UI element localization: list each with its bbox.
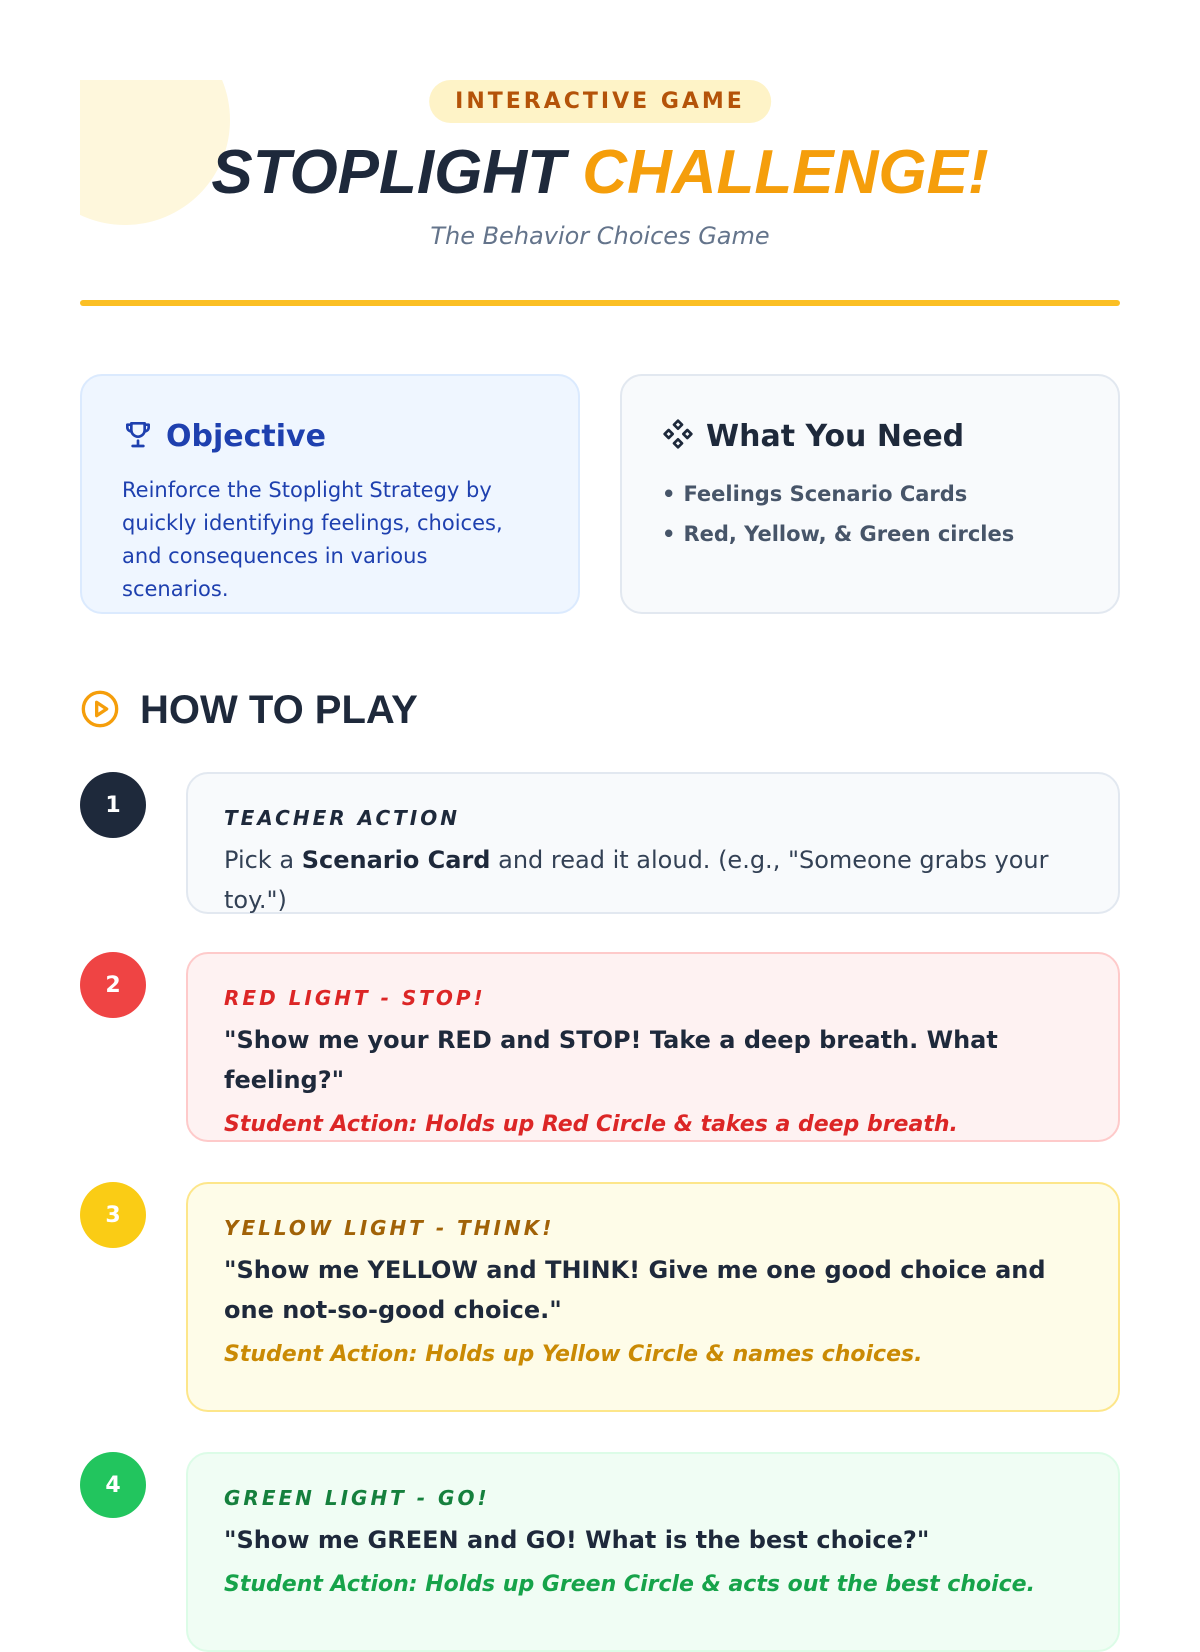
objective-card (80, 374, 580, 614)
step-quote: "Show me your RED and STOP! Take a deep breath. What feeling?" (224, 1026, 998, 1094)
step-label: GREEN LIGHT - GO! (224, 1486, 490, 1510)
step-card (186, 952, 1120, 1142)
step-card (186, 772, 1120, 914)
student-action: Student Action: Holds up Yellow Circle & names choices. (224, 1342, 923, 1367)
step-label: TEACHER ACTION (224, 806, 460, 830)
student-action: Student Action: Holds up Red Circle & takes a deep breath. (224, 1112, 958, 1137)
header-divider (80, 300, 1120, 306)
objective-title: Objective (166, 418, 326, 454)
step-label: RED LIGHT - STOP! (224, 986, 486, 1010)
list-item: • Feelings Scenario Cards (662, 482, 968, 506)
how-to-play-heading (80, 688, 418, 733)
step-card (186, 1182, 1120, 1412)
step-number-badge: 3 (80, 1182, 146, 1248)
header (80, 80, 1120, 306)
page-subtitle: The Behavior Choices Game (430, 222, 770, 250)
needs-list (662, 474, 1078, 554)
info-cards (80, 374, 1120, 614)
step-number-badge: 2 (80, 952, 146, 1018)
page (80, 80, 1120, 1597)
need-item-label: Red, Yellow, & Green circles (683, 522, 1015, 546)
student-action: Student Action: Holds up Green Circle & acts out the best choice. (224, 1572, 1035, 1597)
step-card (186, 1452, 1120, 1652)
step-quote: "Show me GREEN and GO! What is the best choice?" (224, 1526, 930, 1554)
step-number-badge: 1 (80, 772, 146, 838)
step-number-badge: 4 (80, 1452, 146, 1518)
need-item-label: Feelings Scenario Cards (683, 482, 968, 506)
step-quote: "Show me YELLOW and THINK! Give me one good choice and one not-so-good choice." (224, 1256, 1046, 1324)
page-title (80, 136, 1120, 210)
game-badge: INTERACTIVE GAME (429, 80, 771, 123)
step-text (224, 840, 1082, 920)
trophy-icon (122, 418, 154, 454)
title-part-challenge: CHALLENGE! (582, 138, 989, 207)
objective-text: Reinforce the Stoplight Strategy by quickly identifying feelings, choices, and consequences in various scenarios. (122, 478, 503, 601)
what-you-need-title: What You Need (706, 418, 965, 454)
what-you-need-card (620, 374, 1120, 614)
title-part-stoplight: STOPLIGHT (211, 138, 565, 207)
play-circle-icon (80, 689, 120, 733)
step-text-before: Pick a (224, 846, 295, 874)
step-label: YELLOW LIGHT - THINK! (224, 1216, 555, 1240)
step-text-after: and read it aloud. (e.g., "Someone grabs your toy.") (224, 846, 1049, 914)
list-item: • Red, Yellow, & Green circles (662, 522, 1015, 546)
step-text-bold: Scenario Card (301, 846, 491, 874)
components-icon (662, 418, 694, 454)
how-to-play-title: HOW TO PLAY (140, 688, 418, 732)
